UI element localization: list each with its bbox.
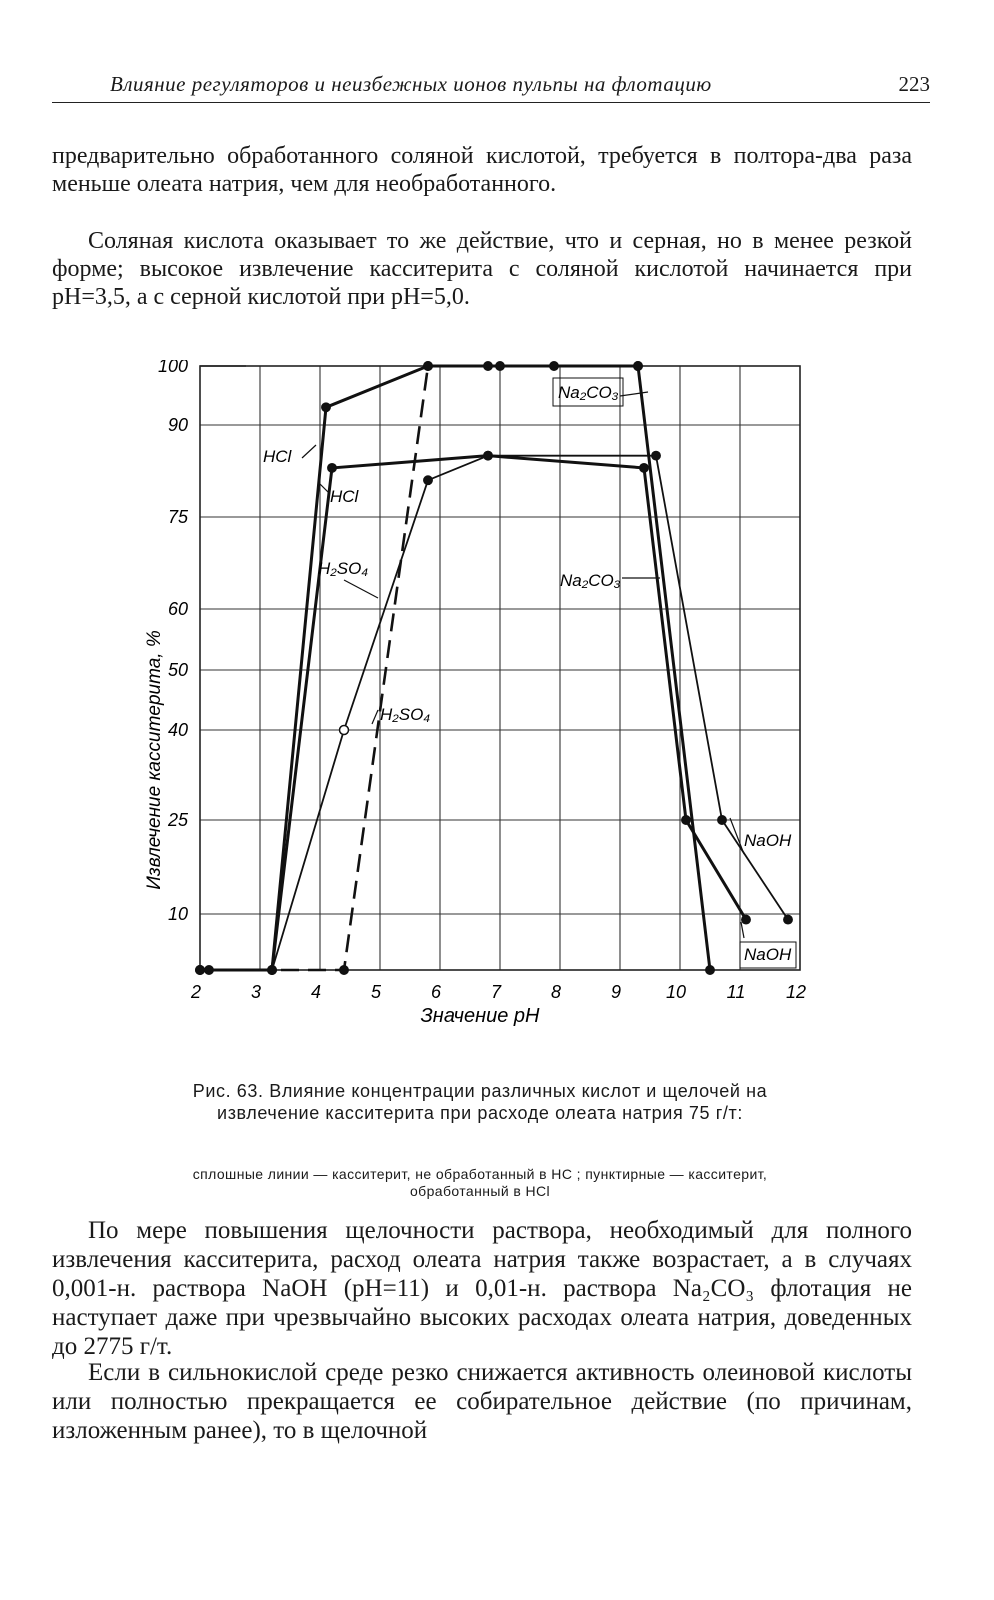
data-point bbox=[742, 915, 750, 923]
series-line bbox=[200, 456, 746, 970]
running-header bbox=[52, 68, 930, 103]
annotation-leader bbox=[344, 580, 378, 598]
x-tick-label: 5 bbox=[370, 982, 382, 1002]
series-annotation: Na₂CO₃ bbox=[558, 383, 619, 402]
series-annotation: NaOH bbox=[744, 945, 792, 964]
data-point bbox=[496, 362, 504, 370]
data-point bbox=[196, 966, 204, 974]
x-tick-label: 10 bbox=[665, 982, 687, 1002]
annotation-leader bbox=[372, 710, 378, 724]
figure-number: Рис. 63. bbox=[192, 1081, 264, 1101]
y-tick-label: 90 bbox=[167, 415, 188, 435]
series-annotation: HCl bbox=[330, 487, 359, 506]
x-tick-label: 7 bbox=[490, 982, 502, 1002]
data-point bbox=[322, 403, 330, 411]
x-tick-label: 2 bbox=[190, 982, 202, 1002]
y-tick-label: 40 bbox=[167, 720, 188, 740]
data-point bbox=[484, 451, 492, 459]
paragraph-2-text: Соляная кислота оказывает то же действие, что и серная, но в менее резкой форме; высокое извлечение касситерита с соляной кислотой начинается при pH=3,5, а с серной кислотой при pH=5,0. bbox=[52, 228, 912, 310]
data-point bbox=[682, 816, 690, 824]
data-point bbox=[340, 726, 349, 735]
x-tick-label: 12 bbox=[785, 982, 807, 1002]
paragraph-3 bbox=[52, 1216, 912, 1361]
annotation-leader bbox=[741, 922, 744, 938]
data-point bbox=[784, 915, 792, 923]
data-point bbox=[634, 362, 642, 370]
series-annotation: Na₂CO₃ bbox=[560, 571, 621, 590]
annotation-leader bbox=[620, 392, 648, 396]
paragraph-2 bbox=[52, 227, 912, 311]
figure-caption-text: Влияние концентрации различных кислот и щелочей на извлечение касситерита при расходе олеата натрия 75 г/т: bbox=[217, 1081, 768, 1123]
x-tick-label: 4 bbox=[310, 982, 322, 1002]
data-point bbox=[706, 966, 714, 974]
paragraph-3-text: По мере повышения щелочности раствора, необходимый для полного извлечения касситерита, расход олеата натрия также возрастает, а в случаях 0,001-н. раствора NaOH (pH=11) и 0,01-н. раствора Na₂CO₃ флотация не наступает даже при чрезвычайно высоких расходах олеата натрия, доведенных до 2775 г/т. bbox=[52, 1217, 912, 1360]
y-tick-label: 25 bbox=[167, 810, 188, 830]
paragraph-4-text: Если в сильнокислой среде резко снижается активность олеиновой кислоты или полностью прекращается ее собирательное действие (по причинам, изложенным ранее), то в щелочной bbox=[52, 1359, 912, 1444]
x-tick-label: 11 bbox=[726, 982, 746, 1002]
data-point bbox=[340, 966, 348, 974]
x-tick-label: 8 bbox=[550, 982, 562, 1002]
paragraph-4 bbox=[52, 1358, 912, 1445]
y-axis-label: Извлечение касситерита, % bbox=[144, 630, 165, 890]
running-title: Влияние регуляторов и неизбежных ионов пульпы на флотацию bbox=[110, 72, 712, 96]
paragraph-1: предварительно обработанного соляной кислотой, требуется в полтора-два раза меньше олеата натрия, чем для необработанного. bbox=[52, 143, 912, 197]
annotation-leader bbox=[302, 445, 316, 458]
data-point bbox=[652, 451, 660, 459]
data-point bbox=[424, 476, 432, 484]
y-tick-label: 100 bbox=[157, 360, 188, 376]
data-point bbox=[640, 464, 648, 472]
x-tick-label: 9 bbox=[610, 982, 622, 1002]
x-axis-label: Значение pH bbox=[420, 1005, 540, 1027]
figure-caption bbox=[150, 1080, 810, 1124]
y-tick-label: 50 bbox=[167, 660, 188, 680]
page-number: 223 bbox=[898, 72, 930, 96]
series-annotation: NaOH bbox=[744, 831, 792, 850]
y-tick-label: 10 bbox=[167, 904, 188, 924]
data-point bbox=[328, 464, 336, 472]
y-tick-label: 60 bbox=[167, 599, 188, 619]
figure-caption-note: сплошные линии — касситерит, не обработанный в HC ; пунктирные — касситерит, обработанный в HCl bbox=[192, 1166, 768, 1199]
x-tick-label: 6 bbox=[430, 982, 442, 1002]
series-annotation: H₂SO₄ bbox=[318, 559, 369, 578]
data-point bbox=[424, 362, 432, 370]
x-tick-label: 3 bbox=[250, 982, 262, 1002]
series-annotation: H₂SO₄ bbox=[380, 705, 431, 724]
data-point bbox=[718, 816, 726, 824]
y-tick-label: 75 bbox=[167, 507, 188, 527]
recovery-vs-ph-chart bbox=[0, 360, 994, 1060]
series-annotation: HCl bbox=[263, 447, 292, 466]
